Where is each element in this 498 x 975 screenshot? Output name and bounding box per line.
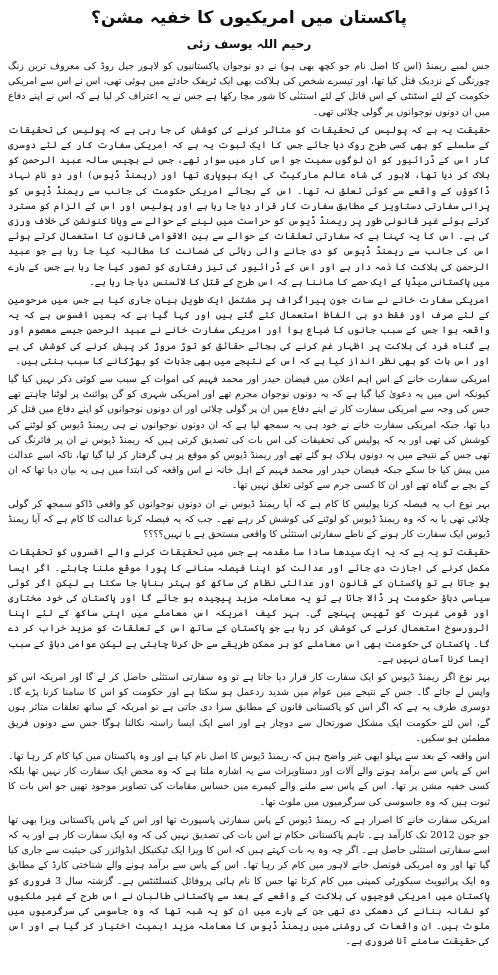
article-paragraph: امریکی سفارت خانے کے اس اہم اعلان میں فیضان حیدر اور محمد فہیم کی اموات کے سبب سے کوئی ذکر نہیں کیا گیا کیونکہ اس میں یہ دعویٰ کیا گیا ہے کہ یہ دونوں نوجوان مجرم تھے اور امریکی شہری کو گن پوائنٹ پر لوٹنا چاہتے تھے جس کی وجہ سے امریکی سفارت کار نے اپنے دفاع میں ان پر گولی چلائی اور ان دونوں نوجوانوں کو اپنے دفاع میں قتل کر دیا تھا، جبکہ امریکی سفارت خانے نے خود ہی یہ سمجھ لیا ہے کہ ان دونوں نوجوانوں نے ہی ریمنڈ ڈیوس کو لوٹنے کی کوشش کی تھی اور یہ کہ پولیس کی تحقیقات کی اس بات کی تصدیق کرتی ہیں کہ ریمنڈ ڈیوس نے ان پر فائرنگ کی تھی جس کے نتیجے میں یہ دونوں ہلاک ہو گئے تھے اور ریمنڈ ڈیوس کو موقع پر ہی گرفتار کر لیا گیا تھا، تاکہ اسے عدالت میں پیش کیا جا سکے جبکہ فیضان حیدر اور محمد فہیم کے اہل خانہ نے اس واقعہ کی ابتدا میں ہی یہ بیان دیا تھا کہ ان کے بچے بے گناہ تھے اور ان کا کسی جرم سے کوئی تعلق نہیں تھا۔ — [8, 374, 490, 492]
article-body — [8, 59, 490, 950]
article-author: رحیم اللہ یوسف زئی — [186, 37, 312, 51]
article-paragraph: امریکی سفارت خانے کا اصرار ہے کہ ریمنڈ ڈیوس کے پاس سفارتی پاسپورٹ تھا اور اس کے پاس پاکستانی ویزا بھی تھا جو جون 2012 تک کارآمد ہے۔ تاہم پاکستانی حکام نے اس بات کی تصدیق نہیں کی کہ وہ ایک سفارت کار ہے اور یہ کہ اسے سفارتی استثنٰی حاصل ہے۔ اگر چہ وہ یہ بات کہتے ہیں کہ اس کا ویزا ایک ٹیکنیکل ایڈوائزر کی حیثیت سے جاری کیا گیا تھا اور وہ امریکی قونصل خانے لاہور میں کام کر رہا تھا۔ اس کے پاس سے برآمد ہونے والے شناختی کارڈ کے مطابق وہ ایک پرائیویٹ سیکورٹی کمپنی میں کام کرتا تھا جس کا نام ہائی پروفائل کنسلٹنٹس ہے۔ گزشتہ سال 3 فروری کو پاکستان میں امریکی فوجیوں کی ہلاکت کے واقعے کے بعد سے پاکستانی طالبان نے اس طرح کے غیر ملکیوں کو نشانہ بنانے کی دھمکی دی تھی جن کے بارے میں ان کو یہ شبہ تھا کہ وہ جاسوسی کی سرگرمیوں میں ملوث ہیں۔ ان واقعات کی روشنی میں ریمنڈ ڈیوس کا معاملہ مزید اہمیت اختیار کر گیا ہے اور اس کی حقیقت سامنے آنا ضروری ہے۔ — [8, 814, 490, 948]
article-title: پاکستان میں امریکیوں کا خفیہ مشن؟ — [90, 8, 408, 28]
article-paragraph: جس لمبے ریمنڈ (اس کا اصل نام جو کچھ بھی ہو) نے دو نوجوان پاکستانیوں کو لاہور جیل روڈ کی معروف ترین زنگ چورنگی کے نزدیک قتل کیا تھا، اور تیسرے شخص کی ہلاکت بھی ایک ٹریفک حادثے میں ہوئی تھی، اس نے اس سے امریکی حکومت کے لئے اسٹنٹی کے اس قاتل کے لئے استثنٰی کا شور مچا رکھا ہے جس نے یہ اعتراف کر لیا ہے کہ اس نے اپنے دفاع میں ان دونوں نوجوانوں پر گولی چلائی تھی۔ — [8, 61, 490, 118]
article-paragraph: امریکی سفارت خانے نے سات جون پیراگراف پر مشتمل ایک طویل بیان جاری کیا ہے جس میں مرحومین کے لئے صرف اور فقط دو ہی الفاظ استعمال کئے گئے ہیں اور کہا گیا ہے کہ ہمیں افسوس ہے کہ یہ واقعہ ہوا جس کے سبب جانوں کا ضیاع ہوا اور امریکی سفارت خانے نے عبید الرحمن جیسے معصوم اور بے گناہ فرد کی ہلاکت پر اظہار غم کرنے کی بجائے حقائق کو توڑ مروڑ کر پیش کرنے کی کوشش کی ہے اور اس بات کو بھی نظر انداز کیا ہے کہ اس کے نتیجے میں بھی جذبات کو بھڑکانے کا سبب بنتی ہیں۔ — [8, 295, 490, 367]
article-paragraph: بہر نوع اب یہ فیصلہ کرنا پولیس کا کام ہے کہ آیا ریمنڈ ڈیوس نے ان دونوں نوجوانوں کو واقعی ڈاکو سمجھ کر گولی چلائی تھی یا یہ کہ وہ ریمنڈ ڈیوس کو لوٹنے کی کوشش کر رہے تھے۔ جب کہ یہ فیصلہ کرنا عدالت کا کام ہے کہ آیا ریمنڈ ڈیوس ایک سفارت کار ہونے کے ناطے سفارتی استثنٰی کا واقعی مستحق ہے یا نہیں؟؟؟؟ — [8, 498, 490, 541]
article-paragraph: اس واقعہ کے بعد سے پہلو ابھی غیر واضح ہیں کہ ریمنڈ ڈیوس کا اصل نام کیا ہے اور وہ پاکستان میں کیا کام کر رہا تھا۔ اس کے پاس سے برآمد ہونے والے آلات اور دستاویزات سے یہ اشارہ ملتا ہے کہ وہ محض ایک سفارت کار نہیں تھا بلکہ کسی خفیہ مشن پر تھا۔ اس کے پاس سے ملنے والے کیمرے میں حساس مقامات کی تصاویر موجود تھیں جو اس بات کا ثبوت ہیں کہ وہ جاسوسی کی سرگرمیوں میں ملوث تھا۔ — [8, 750, 490, 808]
article-paragraph: بہر نوع اگر ریمنڈ ڈیوس کو ایک سفارت کار قرار دیا جاتا ہے تو وہ سفارتی استثنٰی حاصل کر لے گا اور امریکہ اس کو واپس لے جائے گا۔ جس کے نتیجے میں عوام میں شدید ردعمل ہو سکتا ہے اور حکومت کو اس کا سامنا کرنا پڑے گا۔ دوسری طرف یہ ہے کہ اگر اس کو پاکستانی قانون کے مطابق سزا دی جاتی ہے تو امریکہ کے ساتھ تعلقات متاثر ہوں گے، اس لئے حکومت ایک مشکل صورتحال سے دوچار ہے اور اسے ایک ایسا راستہ نکالنا ہوگا جس سے دونوں فریق مطمئن ہو سکیں۔ — [8, 671, 490, 744]
article-paragraph: حقیقت یہ ہے کہ پولیس کی تحقیقات کو متاثر کرنے کی کوشش کی جا رہی ہے کہ پولیس کی تحقیقات کے سلسلے کو بھی کسی طرح روک دیا جائے جس کا ایک ثبوت یہ ہے کہ امریکی سفارت کار کے لئے دوسری کار اس کے ڈرائیور کو ان لوگوں سمیت جو اس کار میں سوار تھے، جس نے بچیس سالہ عبید الرحمن کو ہلاک کر دیا تھا، لاہور کی شاہ عالم مارکیٹ کی ایک بیوپاری تھا اور (ریمنڈ ڈیوس) اور دو نام نہاد ڈاکوؤں کے واقعے سے کوئی تعلق نہ تھا۔ اس کے بجائے امریکی حکومت کی جانب سے ریمنڈ ڈیوس کو پرانی سفارتی دستاویز کے مطابق سفارت کار قرار دیا جا رہا ہے اور پولیس اور اس کے الزام کو مسترد کرتے ہوئے غیر قانونی طور پر ریمنڈ ڈیوس کو حراست میں لینے کے حوالے سے ویانا کنونشن کی خلاف ورزی کی ہے۔ اس کا یہ کہنا ہے کہ سفارتی تعلقات کے حوالے سے بین الاقوامی قانون کا استعمال کرتے ہوئے اس کی جانب سے ریمنڈ ڈیوس کو دی جانے والی رہائی کی ضمانت کا مطالبہ کیا جا رہا ہے جو عبید الرحمن کی ہلاکت کا ذمہ دار ہے اور اس کے ڈرائیور کی تیز رفتاری کو تصور کیا جا رہا ہے جس کے بارے میں پاکستانی میڈیا کے ایک حصے کا ماننا ہے کہ اس طرح کے قتل کا لائسنس دیا جا رہا ہے۔ — [8, 124, 490, 288]
article-paragraph: حقیقت تو یہ ہے کہ یہ ایک سیدھا سادا سا مقدمہ ہے جس میں تحقیقات کرنے والے افسروں کو تحقیقات مکمل کرنے کی اجازت دی جائے اور عدالت کو اپنا فیصلہ سنانے کا پورا موقع ملنا چاہئے۔ اگر ایسا ہو جاتا ہے تو پاکستان کے قانون اور عدالتی نظام کی ساکھ کو بہتر بنایا جا سکتا ہے لیکن اگر کوئی سیاسی دباؤ حکومت پر ڈالا جاتا ہے تو یہ معاملہ مزید پیچیدہ ہو جائے گا اور پاکستان کی خود مختاری اور قومی غیرت کو ٹھیس پہنچے گی۔ بہر کیف امریکہ اس معاملے میں اپنی ساکھ کے لئے اپنا اثرورسوخ استعمال کرنے کی کوشش کر رہا ہے جو پاکستان کے ساتھ اس کے تعلقات کو مزید خراب کر دے گا۔ پاکستان کی حکومت بھی اس معاملے کو ہر ممکن طریقے سے حل کرنا چاہتی ہے لیکن عوامی دباؤ کے سبب ایسا کرنا آسان نہیں ہے۔ — [8, 547, 490, 665]
